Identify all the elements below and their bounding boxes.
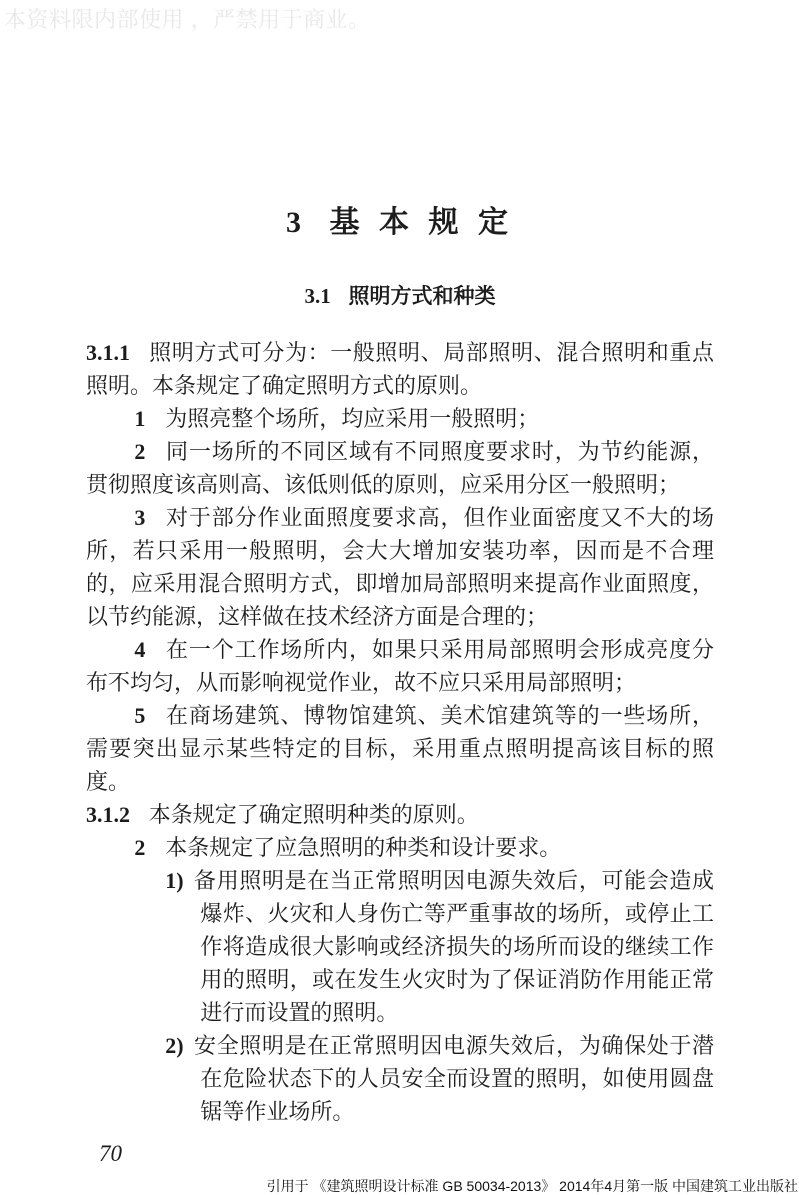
item-number: 2 — [134, 439, 146, 464]
item-text: 在一个工作场所内，如果只采用局部照明会形成亮度分布不均匀，从而影响视觉作业，故不应只采用局部照明； — [86, 637, 714, 695]
list-item-3 — [86, 501, 714, 633]
section-title — [86, 283, 714, 310]
item-number: 1 — [134, 406, 146, 431]
chapter-title-text: 基 本 规 定 — [329, 206, 514, 239]
page-content — [86, 0, 714, 1168]
section-title-text: 照明方式和种类 — [348, 284, 496, 308]
sub-item-text: 安全照明是在正常照明因电源失效后，为确保处于潜在危险状态下的人员安全而设置的照明，如使用圆盘锯等作业场所。 — [193, 1033, 714, 1124]
item-number: 3 — [134, 505, 146, 530]
paragraph-3-1-2 — [86, 798, 714, 831]
list-item-2 — [86, 435, 714, 501]
sub-item-number: 2) — [165, 1033, 184, 1058]
page-number: 70 — [99, 1141, 122, 1166]
sub-item-number: 1) — [165, 868, 184, 893]
item-text: 在商场建筑、博物馆建筑、美术馆建筑等的一些场所，需要突出显示某些特定的目标，采用重点照明提高该目标的照度。 — [86, 703, 714, 794]
list-item-1 — [86, 402, 714, 435]
chapter-number: 3 — [286, 206, 301, 239]
list-item-2b — [86, 831, 714, 864]
watermark-text: 本资料限内部使用 ，严禁用于商业。 — [4, 7, 371, 32]
paragraph-text: 本条规定了确定照明种类的原则。 — [148, 802, 479, 827]
item-number: 4 — [134, 637, 146, 662]
section-number: 3.1 — [304, 284, 331, 308]
list-item-5 — [86, 699, 714, 798]
paragraph-number: 3.1.1 — [86, 340, 130, 365]
body-text — [86, 336, 714, 1128]
item-text: 为照亮整个场所，均应采用一般照明； — [165, 406, 540, 431]
paragraph-number: 3.1.2 — [86, 802, 130, 827]
footer-citation: 引用于 《建筑照明设计标准 GB 50034-2013》 2014年4月第一版 中国建筑工业出版社 — [266, 1178, 798, 1194]
list-item-4 — [86, 633, 714, 699]
paragraph-text: 照明方式可分为：一般照明、局部照明、混合照明和重点照明。本条规定了确定照明方式的原则。 — [86, 340, 714, 398]
item-number: 2 — [134, 835, 146, 860]
sub-item-2 — [165, 1029, 714, 1128]
sub-item-text: 备用照明是在当正常照明因电源失效后，可能会造成爆炸、火灾和人身伤亡等严重事故的场所，或停止工作将造成很大影响或经济损失的场所而设的继续工作用的照明，或在发生火灾时为了保证消防作用能正常进行而设置的照明。 — [193, 868, 714, 1025]
paragraph-3-1-1 — [86, 336, 714, 402]
item-number: 5 — [134, 703, 146, 728]
item-text: 对于部分作业面照度要求高，但作业面密度又不大的场所，若只采用一般照明，会大大增加安装功率，因而是不合理的，应采用混合照明方式，即增加局部照明来提高作业面照度，以节约能源，这样做在技术经济方面是合理的； — [86, 505, 714, 629]
item-text: 同一场所的不同区域有不同照度要求时，为节约能源，贯彻照度该高则高、该低则低的原则，应采用分区一般照明； — [86, 439, 714, 497]
sub-item-1 — [165, 864, 714, 1029]
item-text: 本条规定了应急照明的种类和设计要求。 — [165, 835, 562, 860]
chapter-title — [86, 205, 714, 241]
